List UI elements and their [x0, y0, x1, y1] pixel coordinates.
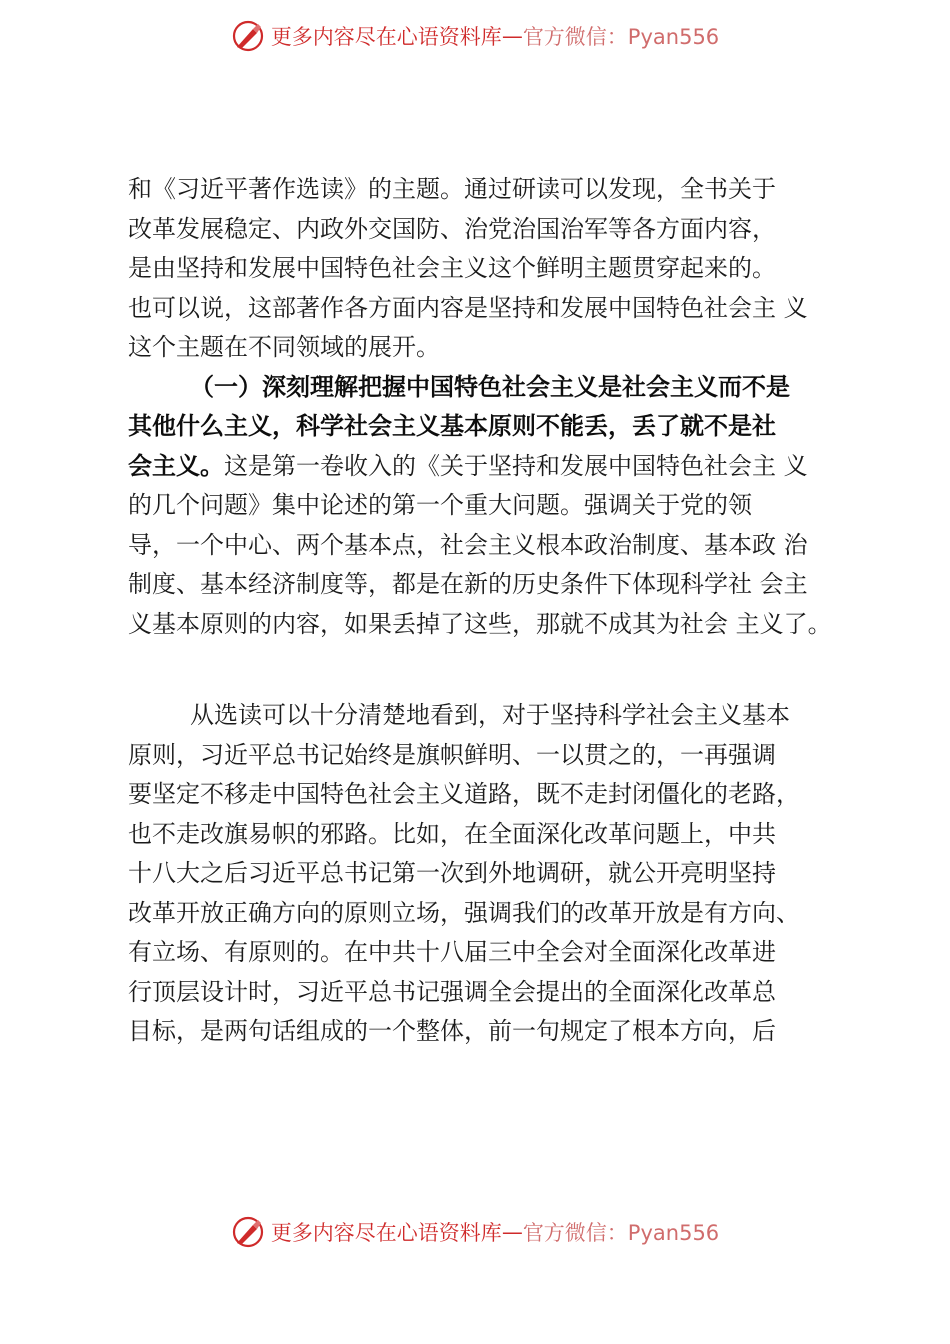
- section-heading-cont: 其他什么主义，科学社会主义基本原则不能丢，丢了就不是社: [128, 412, 776, 440]
- text-line: 原则，习近平总书记始终是旗帜鲜明、一以贯之的，一再强调: [128, 740, 776, 769]
- text-line: 也可以说，这部著作各方面内容是坚持和发展中国特色社会主 义: [128, 293, 808, 322]
- text-line: 和《习近平著作选读》的主题。通过研读可以发现，全书关于: [128, 175, 776, 203]
- pen-logo-icon: [231, 19, 265, 53]
- text-line: 义基本原则的内容，如果丢掉了这些，那就不成其为社会 主义了。: [128, 609, 832, 638]
- watermark-separator: —: [501, 24, 523, 48]
- watermark-wechat: 官方微信：Pyan556: [522, 25, 720, 49]
- paragraph-1: [128, 170, 828, 368]
- text-line: 是由坚持和发展中国特色社会主义这个鲜明主题贯穿起来的。: [128, 254, 776, 282]
- section-heading: （一）深刻理解把握中国特色社会主义是社会主义而不是: [190, 372, 790, 401]
- text-line: 改革开放正确方向的原则立场，强调我们的改革开放是有方向、: [128, 898, 800, 927]
- text-line: 这个主题在不同领域的展开。: [128, 333, 440, 361]
- text-line: 导，一个中心、两个基本点，社会主义根本政治制度、基本政 治: [128, 530, 808, 559]
- text-line: 行顶层设计时，习近平总书记强调全会提出的全面深化改革总: [128, 977, 776, 1006]
- watermark-wechat: 官方微信：Pyan556: [522, 1221, 720, 1245]
- text-line: 也不走改旗易帜的邪路。比如，在全面深化改革问题上，中共: [128, 819, 776, 848]
- text-line: [128, 447, 828, 487]
- text-line: 制度、基本经济制度等，都是在新的历史条件下体现科学社 会主: [128, 570, 808, 598]
- document-body: [128, 170, 832, 1052]
- paragraph-3: [128, 696, 828, 1052]
- watermark-brand: 更多内容尽在心语资料库: [270, 25, 502, 49]
- section-heading-end: 会主义。: [128, 451, 224, 480]
- text-line-rest: 这是第一卷收入的《关于坚持和发展中国特色社会主 义: [224, 451, 808, 480]
- header-watermark: [0, 16, 950, 56]
- paragraph-2: [128, 368, 832, 645]
- text-line: 目标，是两句话组成的一个整体，前一句规定了根本方向，后: [128, 1017, 776, 1045]
- text-line: 有立场、有原则的。在中共十八届三中全会对全面深化改革进: [128, 938, 776, 966]
- text-line: 的几个问题》集中论述的第一个重大问题。强调关于党的领: [128, 491, 752, 519]
- footer-watermark: [0, 1212, 950, 1252]
- text-line: 要坚定不移走中国特色社会主义道路，既不走封闭僵化的老路，: [128, 780, 800, 808]
- text-line: 从选读可以十分清楚地看到，对于坚持科学社会主义基本: [190, 701, 790, 729]
- paragraph-gap: [128, 644, 828, 696]
- pen-logo-icon: [231, 1215, 265, 1249]
- text-line: 改革发展稳定、内政外交国防、治党治国治军等各方面内容，: [128, 214, 776, 243]
- text-line: 十八大之后习近平总书记第一次到外地调研，就公开亮明坚持: [128, 859, 776, 887]
- watermark-brand: 更多内容尽在心语资料库: [270, 1221, 502, 1245]
- watermark-separator: —: [501, 1220, 523, 1244]
